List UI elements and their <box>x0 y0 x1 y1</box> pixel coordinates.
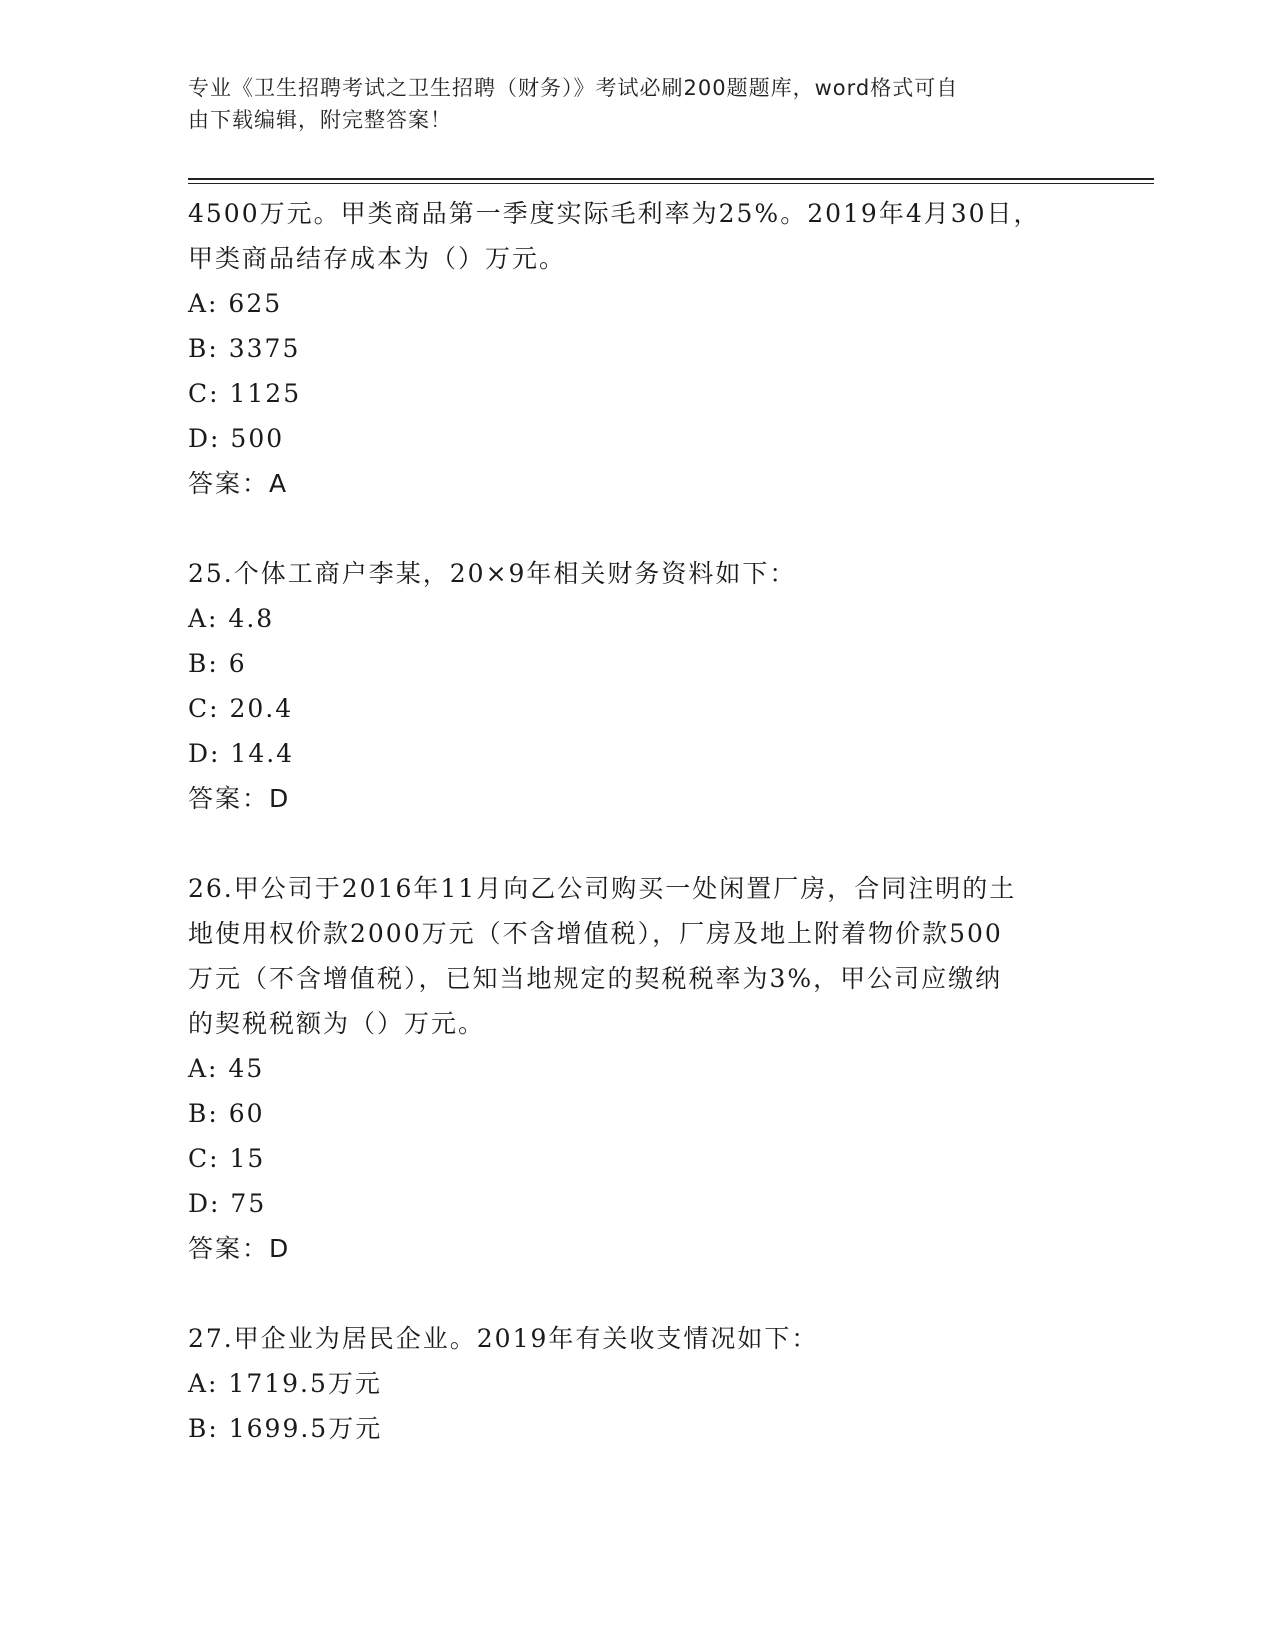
answer-line: 答案：D <box>188 1234 291 1263</box>
question-block <box>188 191 1078 506</box>
question-text-line: 万元（不含增值税），已知当地规定的契税税率为3%，甲公司应缴纳 <box>188 964 1003 993</box>
option-b: B: 3375 <box>188 334 301 363</box>
option-d: D: 75 <box>188 1189 267 1218</box>
answer-line: 答案：A <box>188 469 289 498</box>
header-divider-thick <box>188 178 1154 180</box>
header-line-1: 专业《卫生招聘考试之卫生招聘（财务）》考试必刷200题题库，word格式可自 <box>188 76 959 100</box>
option-a: A: 45 <box>188 1054 265 1083</box>
question-list <box>188 191 1078 1451</box>
option-c: C: 1125 <box>188 379 302 408</box>
document-header <box>188 72 1068 136</box>
option-b: B: 6 <box>188 649 247 678</box>
option-c: C: 20.4 <box>188 694 294 723</box>
option-a: A: 4.8 <box>188 604 275 633</box>
option-b: B: 60 <box>188 1099 265 1128</box>
option-b: B: 1699.5万元 <box>188 1414 383 1443</box>
header-line-2: 由下载编辑，附完整答案！ <box>188 108 452 132</box>
question-text-line: 27.甲企业为居民企业。2019年有关收支情况如下： <box>188 1324 819 1353</box>
option-a: A: 1719.5万元 <box>188 1369 382 1398</box>
question-block <box>188 866 1078 1271</box>
question-text-line: 甲类商品结存成本为（）万元。 <box>188 244 567 273</box>
question-block <box>188 551 1078 821</box>
question-text-line: 地使用权价款2000万元（不含增值税），厂房及地上附着物价款500 <box>188 919 1003 948</box>
question-text-line: 的契税税额为（）万元。 <box>188 1009 486 1038</box>
question-text-line: 4500万元。甲类商品第一季度实际毛利率为25%。2019年4月30日， <box>188 199 1041 228</box>
option-d: D: 500 <box>188 424 285 453</box>
question-text-line: 26.甲公司于2016年11月向乙公司购买一处闲置厂房，合同注明的土 <box>188 874 1017 903</box>
option-c: C: 15 <box>188 1144 266 1173</box>
question-block <box>188 1316 1078 1451</box>
option-a: A: 625 <box>188 289 283 318</box>
option-d: D: 14.4 <box>188 739 295 768</box>
answer-line: 答案：D <box>188 784 291 813</box>
header-divider-thin <box>188 183 1154 184</box>
question-text-line: 25.个体工商户李某，20×9年相关财务资料如下： <box>188 559 797 588</box>
